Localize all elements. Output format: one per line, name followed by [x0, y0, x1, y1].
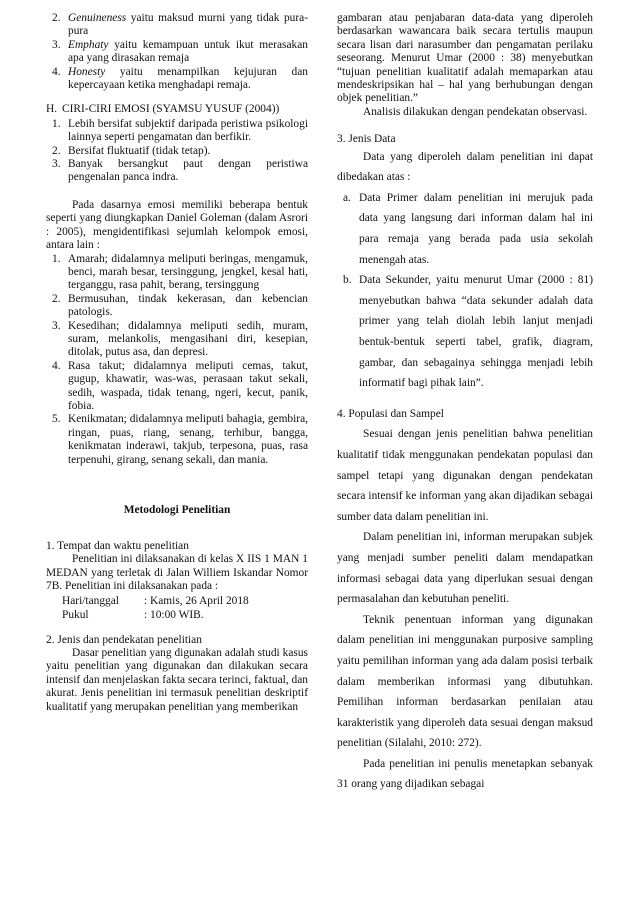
list-text: Banyak bersangkut paut dengan peristiwa pengenalan panca indra. [68, 158, 308, 184]
schedule-key: Hari/tanggal [62, 594, 119, 607]
section-number: H. [46, 103, 58, 116]
list-item [52, 12, 308, 39]
list-values [46, 12, 308, 92]
paragraph: Teknik penentuan informan yang digunakan dalam penelitian ini menggunakan purposive sampling yaitu pemilihan informan yang ada dalam posisi terbaik dalam memberikan informasi yang dibutuhkan. Pemilihan informan berdasarkan penilaian atau karakteristik yang diperoleh data sesuai dengan maksud penelitian (Silalahi, 2010: 272). [337, 613, 593, 750]
list-item [52, 413, 308, 467]
schedule-row [62, 608, 308, 622]
list-text: yaitu kemampuan untuk ikut merasakan apa yang dirasakan remaja [68, 38, 308, 65]
left-column [46, 12, 308, 714]
paragraph: Analisis dilakukan dengan pendekatan observasi. [363, 105, 588, 118]
list-item [52, 66, 308, 93]
list-text: Data Primer dalam penelitian ini merujuk pada data yang langsung dari informan dalam hal ini para remaja yang berada pada usia sekolah menengah atas. [359, 191, 593, 266]
schedule-value: : 10:00 WIB. [144, 608, 204, 621]
list-term: Honesty [68, 65, 106, 78]
list-number: 4. [52, 359, 61, 372]
list-item [343, 188, 593, 270]
list-item [52, 320, 308, 360]
list-item [52, 253, 308, 293]
paragraph: Pada penelitian ini penulis menetapkan sebanyak 31 orang yang dijadikan sebagai [337, 757, 593, 791]
list-text: Amarah; didalamnya meliputi beringas, mengamuk, benci, marah besar, tersinggung, jengkel, kesal hati, terganggu, rasa pahit, berang, tersinggung [68, 252, 308, 292]
section-title: 3. Jenis Data [337, 133, 396, 146]
list-text: Rasa takut; didalamnya meliputi cemas, takut, gugup, khawatir, was-was, perasaan takut sekali, sedih, waspada, tidak tenang, ngeri, kecut, panik, fobia. [68, 359, 308, 412]
schedule-row [62, 594, 308, 608]
list-text: yaitu maksud murni yang tidak pura-pura [68, 12, 308, 38]
list-number: 5. [52, 413, 61, 426]
paragraph: Data yang diperoleh dalam penelitian ini dapat dibedakan atas : [337, 150, 593, 184]
list-number: 1. [52, 117, 61, 130]
list-number: 3. [52, 319, 61, 332]
list-emotion-traits [46, 118, 308, 185]
list-text: yaitu menampilkan kejujuran dan kepercayaan ketika menghadapi remaja. [68, 65, 308, 92]
list-item [52, 145, 308, 158]
list-number: 3. [52, 38, 61, 51]
paragraph: gambaran atau penjabaran data-data yang diperoleh berdasarkan wawancara baik secara tertulis maupun secara lisan dari narasumber dan pengamatan perilaku seseorang. Menurut Umar (2000 : 38) menyebutkan “tujuan penelitian kualitatif adalah memaparkan atau mendeskripsikan hal – hal yang berhubungan dengan objek penelitian.” [337, 12, 593, 105]
list-emotion-groups [46, 253, 308, 468]
schedule-key: Pukul [62, 608, 89, 621]
section-title: 2. Jenis dan pendekatan penelitian [46, 633, 202, 646]
list-number: b. [343, 274, 352, 287]
method-heading: Metodologi Penelitian [123, 504, 231, 516]
list-number: a. [343, 191, 351, 204]
list-number: 3. [52, 158, 61, 171]
list-number: 2. [52, 292, 61, 305]
paragraph: Dasar penelitian yang digunakan adalah studi kasus yaitu penelitian yang digunakan dan dilakukan secara intensif dan menjelaskan fakta secara terinci, faktual, dan akurat. Jenis penelitian ini termasuk penelitian deskriptif kualitatif yang merupakan penelitian yang memberikan [46, 647, 308, 713]
list-text: Kesedihan; didalamnya meliputi sedih, muram, suram, melankolis, mengasihani diri, kesepian, ditolak, putus asa, dan depresi. [68, 319, 308, 359]
list-item [52, 293, 308, 320]
list-term: Genuineness [68, 12, 127, 24]
paragraph: Penelitian ini dilaksanakan di kelas X IIS 1 MAN 1 MEDAN yang terletak di Jalan Williem Iskandar Nomor 7B. Penelitian ini dilaksanakan pada : [46, 553, 308, 593]
right-column [337, 12, 593, 795]
paragraph: Pada dasarnya emosi memiliki beberapa bentuk seperti yang diungkapkan Daniel Goleman (dalam Asrori : 2005), mengidentifikasi sejumlah kelompok emosi, antara lain : [46, 198, 308, 252]
list-number: 2. [52, 12, 61, 24]
list-item [52, 360, 308, 414]
list-number: 4. [52, 65, 61, 78]
list-text: Bermusuhan, tindak kekerasan, dan kebencian patologis. [68, 292, 308, 319]
schedule [46, 594, 308, 622]
list-data-types [337, 188, 593, 394]
section-title: 4. Populasi dan Sampel [337, 407, 444, 420]
list-number: 2. [52, 144, 61, 157]
list-text: Data Sekunder, yaitu menurut Umar (2000 : 81) menyebutkan bahwa “data sekunder adalah data primer yang telah diolah lebih lanjut menjadi bentuk-bentuk seperti tabel, grafik, diagram, gambar, dan sebagainya sehingga menjadi lebih informatif bagi pihak lain”. [359, 274, 593, 390]
list-item [343, 270, 593, 394]
list-term: Emphaty [68, 38, 109, 51]
schedule-value: : Kamis, 26 April 2018 [144, 594, 249, 607]
paragraph: Dalam penelitian ini, informan merupakan subjek yang menjadi sumber peneliti dalam mendapatkan informasi sebagai data yang diperlukan sesuai dengan permasalahan dan kebutuhan peneliti. [337, 531, 593, 606]
list-item [52, 158, 308, 185]
section-title: 1. Tempat dan waktu penelitian [46, 540, 189, 552]
list-text: Kenikmatan; didalamnya meliputi bahagia, gembira, ringan, puas, riang, senang, terhibur, bangga, kenikmatan inderawi, takjub, terpesona, puas, rasa terpenuhi, girang, senang sekali, dan mania. [68, 413, 308, 466]
paragraph: Sesuai dengan jenis penelitian bahwa penelitian kualitatif tidak menggunakan pendekatan populasi dan sampel tetapi yang digunakan dengan pendekatan secara intensif ke informan yang akan dijadikan sebagai sumber data dalam penelitian ini. [337, 428, 593, 523]
list-item [52, 39, 308, 66]
list-number: 1. [52, 252, 61, 265]
list-item [52, 118, 308, 145]
section-title: CIRI-CIRI EMOSI (SYAMSU YUSUF (2004)) [62, 103, 280, 116]
section-heading-h [46, 103, 308, 116]
list-text: Bersifat fluktuatif (tidak tetap). [68, 144, 211, 157]
list-text: Lebih bersifat subjektif daripada peristiwa psikologi lainnya seperti pengamatan dan berfikir. [68, 117, 308, 144]
